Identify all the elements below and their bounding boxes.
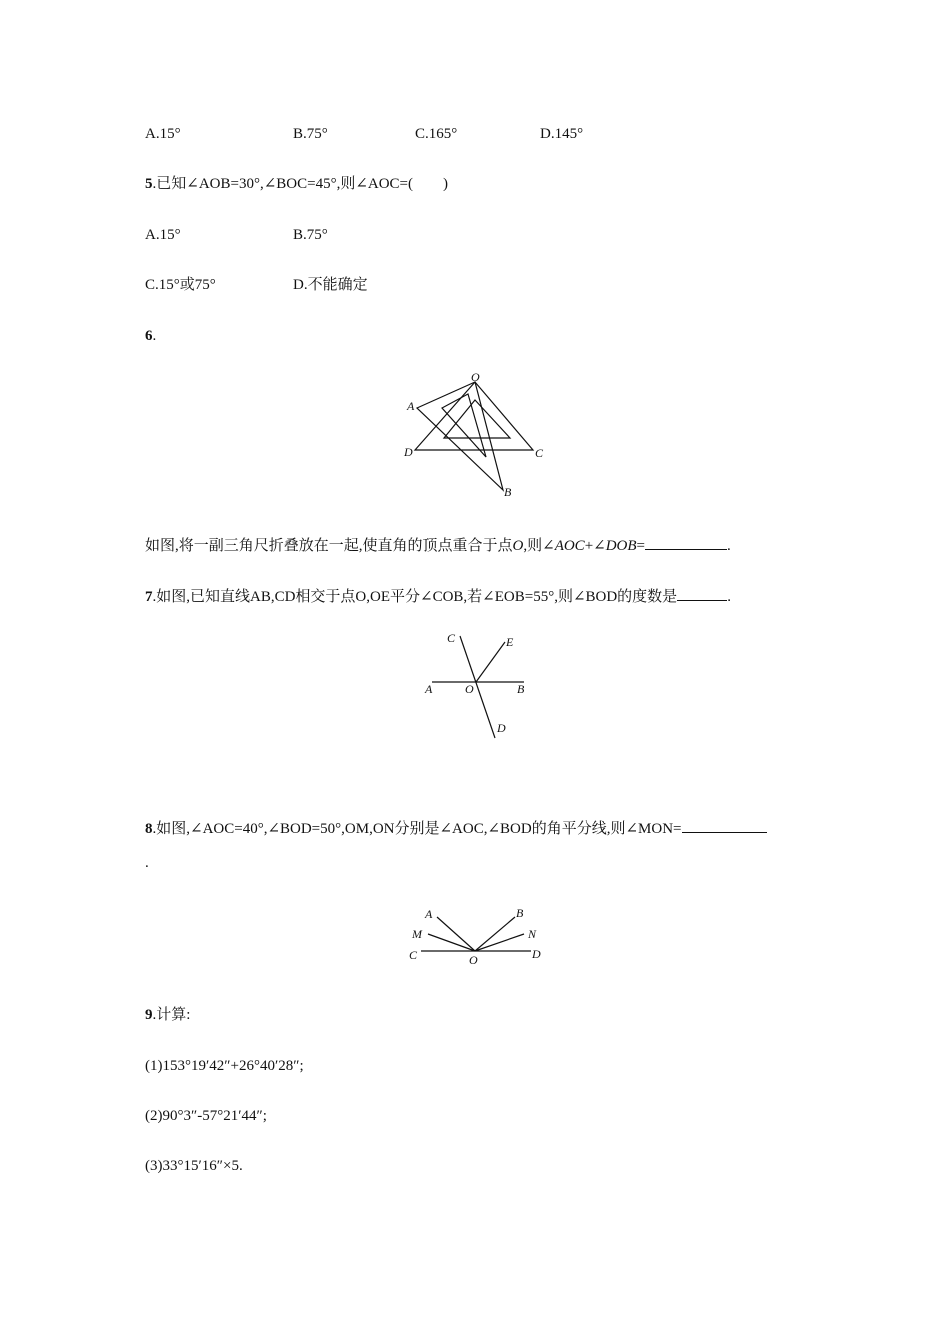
q6-text-prefix: 如图,将一副三角尺折叠放在一起,使直角的顶点重合于点 (145, 538, 513, 554)
q4-option-c: C.165° (415, 126, 458, 142)
q5-option-d: D.不能确定 (293, 277, 368, 293)
q7-text: .如图,已知直线AB,CD相交于点O,OE平分∠COB,若∠EOB=55°,则∠BOD的度数是 (152, 589, 678, 605)
q8-label-b: B (516, 906, 524, 920)
q8-end: . (145, 855, 149, 871)
q6-number: 6 (145, 328, 153, 344)
q6-answer-blank[interactable] (645, 535, 727, 550)
q5-number: 5 (145, 176, 153, 192)
q6-label-b: B (504, 485, 512, 499)
q8-label-d: D (532, 947, 541, 961)
q7-figure (420, 628, 535, 743)
q7-label-a: A (425, 682, 433, 696)
q8-text: .如图,∠AOC=40°,∠BOD=50°,OM,ON分别是∠AOC,∠BOD的角平分线,则∠MON= (152, 821, 682, 837)
q6-label-d: D (404, 445, 413, 459)
q5-text: .已知∠AOB=30°,∠BOC=45°,则∠AOC=( ) (152, 176, 449, 192)
q7-label-b: B (517, 682, 525, 696)
q8-number: 8 (145, 821, 153, 837)
q7-label-e: E (506, 635, 514, 649)
q8-question (145, 818, 767, 839)
q7-answer-blank[interactable] (677, 586, 727, 601)
q6-text-end: . (727, 538, 731, 554)
q6-heading (145, 326, 156, 346)
q6-text-plus: +∠ (584, 538, 606, 554)
q8-label-c: C (409, 948, 418, 962)
q8-figure (405, 903, 550, 965)
q6-text-eq: = (636, 538, 646, 554)
q9-question (145, 1005, 190, 1025)
q8-answer-blank[interactable] (682, 818, 767, 833)
q9-item-1: (1)153°19′42″+26°40′28″; (145, 1058, 304, 1074)
q4-option-d: D.145° (540, 126, 584, 142)
q9-item-2: (2)90°3″-57°21′44″; (145, 1108, 267, 1124)
q6-dot: . (152, 328, 157, 344)
q6-label-o: O (471, 370, 480, 384)
q7-number: 7 (145, 589, 153, 605)
q5-question (145, 174, 448, 194)
q9-number: 9 (145, 1007, 153, 1023)
q9-item-3: (3)33°15′16″×5. (145, 1158, 243, 1174)
q9-text: .计算: (152, 1007, 191, 1023)
q6-label-c: C (535, 446, 544, 460)
q4-option-a: A.15° (145, 126, 181, 142)
q6-text-dob: DOB (605, 538, 637, 554)
q7-label-d: D (497, 721, 506, 735)
q5-option-c: C.15°或75° (145, 277, 216, 293)
q5-option-a: A.15° (145, 227, 181, 243)
q8-label-a: A (425, 907, 433, 921)
q7-end: . (727, 589, 731, 605)
q6-text-mid: ,则∠ (523, 538, 555, 554)
q6-figure (400, 372, 550, 502)
q8-label-o: O (469, 953, 478, 967)
q6-label-a: A (407, 399, 415, 413)
q7-label-c: C (447, 631, 456, 645)
q6-text-aoc: AOC (554, 538, 585, 554)
q6-question (145, 535, 731, 556)
q7-question (145, 586, 731, 607)
q5-option-b: B.75° (293, 227, 328, 243)
q8-label-m: M (412, 927, 422, 941)
q6-text-o: O (512, 538, 524, 554)
q4-option-b: B.75° (293, 126, 328, 142)
q7-label-o: O (465, 682, 474, 696)
q8-label-n: N (528, 927, 537, 941)
